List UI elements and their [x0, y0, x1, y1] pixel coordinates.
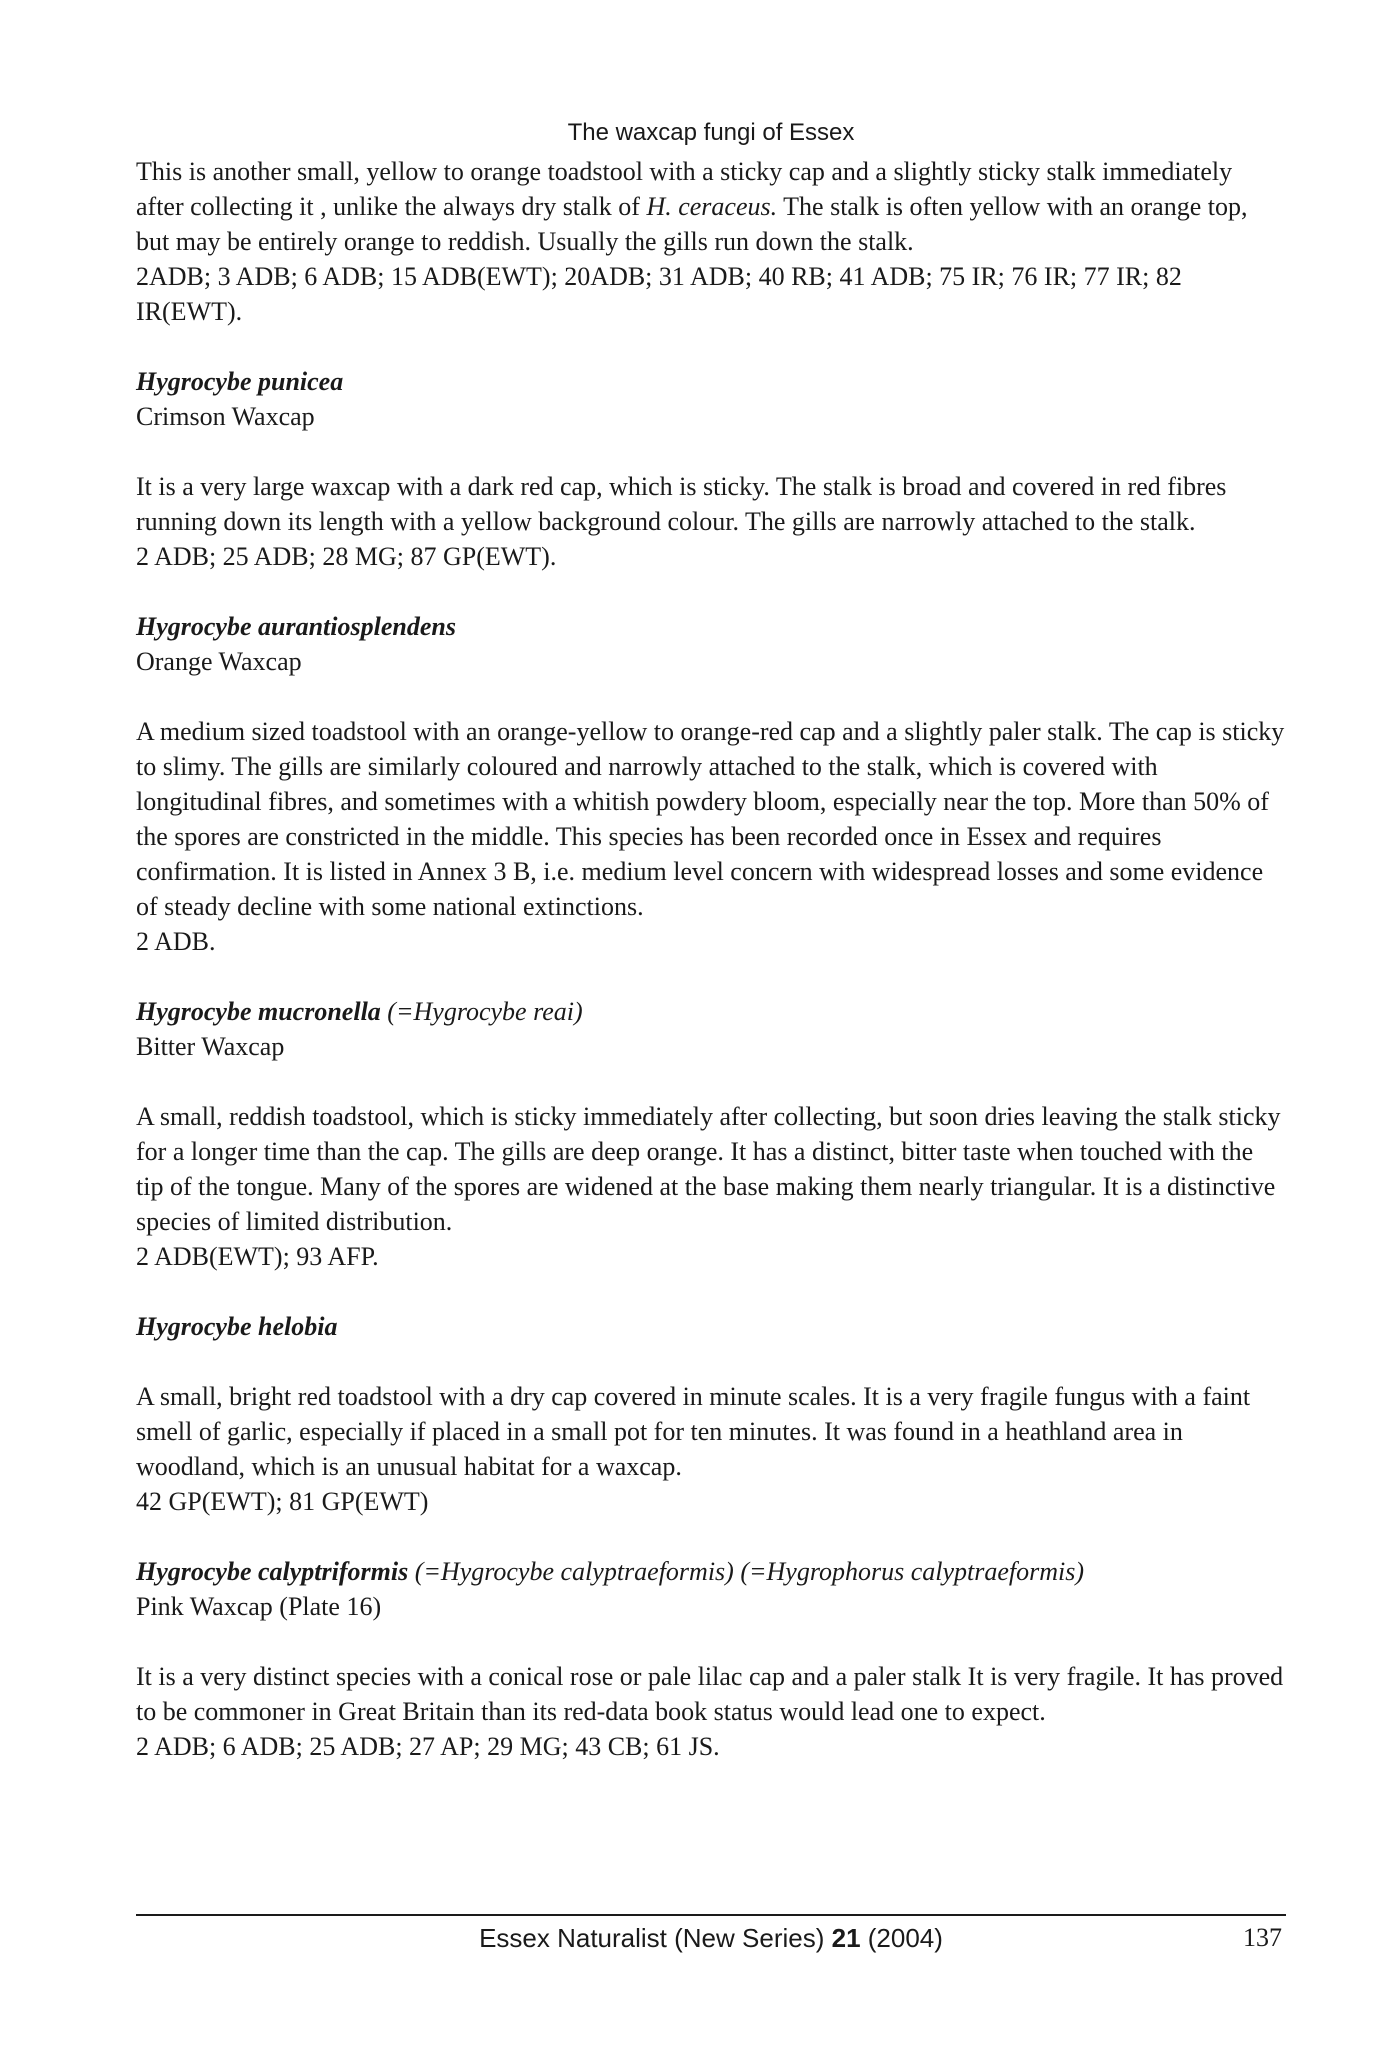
species-records: 2 ADB; 25 ADB; 28 MG; 87 GP(EWT). — [136, 542, 557, 571]
species-common-name: Bitter Waxcap — [136, 1032, 285, 1061]
species-records: 42 GP(EWT); 81 GP(EWT) — [136, 1487, 429, 1516]
intro-italic-name: H. ceraceus. — [646, 192, 778, 221]
species-name: Hygrocybe mucronella (=Hygrocybe reai) — [136, 997, 583, 1026]
species-common-name: Orange Waxcap — [136, 647, 302, 676]
species-name: Hygrocybe helobia — [136, 1312, 338, 1341]
species-records: 2 ADB(EWT); 93 AFP. — [136, 1242, 379, 1271]
species-records: 2 ADB; 6 ADB; 25 ADB; 27 AP; 29 MG; 43 CB; 61 JS. — [136, 1732, 720, 1761]
species-common-name: Crimson Waxcap — [136, 402, 315, 431]
species-records: 2 ADB. — [136, 927, 216, 956]
footer-divider — [136, 1914, 1286, 1916]
species-description: It is a very distinct species with a conical rose or pale lilac cap and a paler stalk It is very fragile. It has proved to be commoner in Great Britain than its red-data book status would lead one to expect. — [136, 1662, 1284, 1726]
intro-paragraph — [136, 154, 1286, 259]
species-description: A medium sized toadstool with an orange-yellow to orange-red cap and a slightly paler stalk. The cap is sticky to slimy. The gills are similarly coloured and narrowly attached to the stalk, which is covered with longitudinal fibres, and sometimes with a whitish powdery bloom, especially near the top. More than 50% of the spores are constricted in the middle. This species has been recorded once in Essex and requires confirmation. It is listed in Annex 3 B, i.e. medium level concern with widespread losses and some evidence of steady decline with some national extinctions. — [136, 717, 1285, 921]
intro-records: 2ADB; 3 ADB; 6 ADB; 15 ADB(EWT); 20ADB; 31 ADB; 40 RB; 41 ADB; 75 IR; 76 IR; 77 IR; 82 IR(EWT). — [136, 262, 1182, 326]
page-footer — [136, 1914, 1286, 1960]
species-entry — [136, 1309, 1286, 1519]
species-description: It is a very large waxcap with a dark red cap, which is sticky. The stalk is broad and covered in red fibres running down its length with a yellow background colour. The gills are narrowly attached to the stalk. — [136, 472, 1227, 536]
journal-volume: 21 — [831, 1923, 861, 1953]
species-name: Hygrocybe calyptriformis (=Hygrocybe calyptraeformis) (=Hygrophorus calyptraeformis) — [136, 1557, 1085, 1586]
species-description: A small, reddish toadstool, which is sticky immediately after collecting, but soon dries leaving the stalk sticky for a longer time than the cap. The gills are deep orange. It has a distinct, bitter taste when touched with the tip of the tongue. Many of the spores are widened at the base making them nearly triangular. It is a distinctive species of limited distribution. — [136, 1102, 1281, 1236]
species-name: Hygrocybe aurantiosplendens — [136, 612, 456, 641]
running-title: The waxcap fungi of Essex — [567, 119, 855, 146]
species-description: A small, bright red toadstool with a dry cap covered in minute scales. It is a very fragile fungus with a faint smell of garlic, especially if placed in a small pot for ten minutes. It was found in a heathland area in woodland, which is an unusual habitat for a waxcap. — [136, 1382, 1251, 1481]
species-entry — [136, 994, 1286, 1274]
species-entry — [136, 1554, 1286, 1764]
page-number: 137 — [1243, 1923, 1282, 1952]
species-entry — [136, 364, 1286, 574]
species-synonyms: (=Hygrocybe calyptraeformis) (=Hygrophorus calyptraeformis) — [408, 1557, 1085, 1586]
species-common-name: Pink Waxcap (Plate 16) — [136, 1592, 382, 1621]
intro-text-end: The stalk is often yellow with an orange top, but may be entirely orange to reddish. Usually the gills run down the stalk. — [136, 192, 1248, 256]
intro-text: This is another small, yellow to orange toadstool with a sticky cap and a slightly sticky stalk immediately after collecting it , unlike the always dry stalk of — [136, 157, 1233, 221]
species-name: Hygrocybe punicea — [136, 367, 344, 396]
species-synonyms: (=Hygrocybe reai) — [380, 997, 583, 1026]
species-entry — [136, 609, 1286, 959]
journal-citation: Essex Naturalist (New Series) 21 (2004) — [479, 1923, 943, 1953]
page-content — [136, 116, 1286, 1764]
